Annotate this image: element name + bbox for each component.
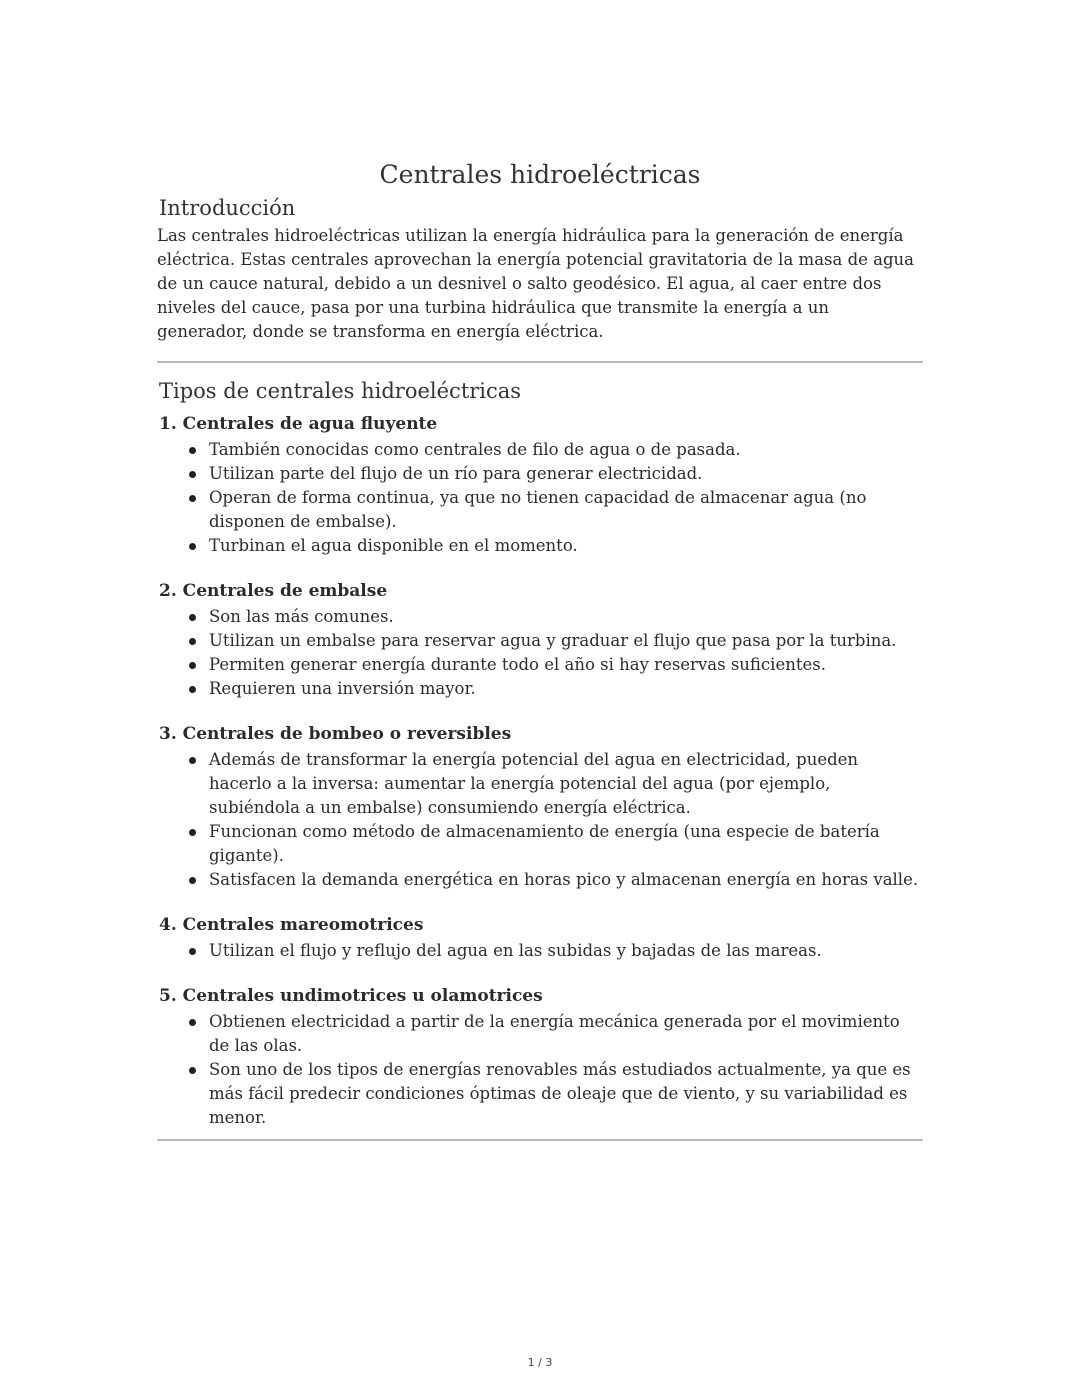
type-block-bombeo xyxy=(159,721,923,892)
bullet-item: También conocidas como centrales de filo de agua o de pasada. xyxy=(209,438,923,462)
bullet-item: Satisfacen la demanda energética en horas pico y almacenan energía en horas valle. xyxy=(209,868,923,892)
types-heading: Tipos de centrales hidroeléctricas xyxy=(159,379,522,403)
type-block-embalse xyxy=(159,578,923,701)
bullet-list xyxy=(159,1010,923,1130)
intro-heading: Introducción xyxy=(159,196,296,220)
section-divider-bottom xyxy=(157,1139,923,1141)
page-indicator: 1 / 3 xyxy=(527,1356,553,1369)
section-divider xyxy=(157,361,923,363)
bullet-item: Utilizan parte del flujo de un río para generar electricidad. xyxy=(209,462,923,486)
bullet-item: Requieren una inversión mayor. xyxy=(209,677,923,701)
type-heading: 4. Centrales mareomotrices xyxy=(159,915,424,935)
intro-paragraph: Las centrales hidroeléctricas utilizan la energía hidráulica para la generación de energía eléctrica. Estas centrales aprovechan la energía potencial gravitatoria de la masa de agua de un cauce natural, debido a un desnivel o salto geodésico. El agua, al caer entre dos niveles del cauce, pasa por una turbina hidráulica que transmite la energía a un generador, donde se transforma en energía eléctrica. xyxy=(157,226,915,341)
type-block-mareomotrices xyxy=(159,912,923,963)
type-heading: 5. Centrales undimotrices u olamotrices xyxy=(159,986,543,1006)
bullet-item: Utilizan el flujo y reflujo del agua en las subidas y bajadas de las mareas. xyxy=(209,939,923,963)
document-title: Centrales hidroeléctricas xyxy=(379,160,701,189)
bullet-item: Permiten generar energía durante todo el año si hay reservas suficientes. xyxy=(209,653,923,677)
bullet-item: Obtienen electricidad a partir de la energía mecánica generada por el movimiento de las olas. xyxy=(209,1010,923,1058)
bullet-item: Son las más comunes. xyxy=(209,605,923,629)
bullet-item: Turbinan el agua disponible en el momento. xyxy=(209,534,923,558)
type-heading: 3. Centrales de bombeo o reversibles xyxy=(159,724,512,744)
type-block-undimotrices xyxy=(159,983,923,1130)
type-heading: 1. Centrales de agua fluyente xyxy=(159,414,438,434)
document-page xyxy=(157,158,923,1141)
type-block-agua-fluyente xyxy=(159,411,923,558)
bullet-item: Operan de forma continua, ya que no tienen capacidad de almacenar agua (no disponen de embalse). xyxy=(209,486,923,534)
bullet-list xyxy=(159,939,923,963)
bullet-item: Son uno de los tipos de energías renovables más estudiados actualmente, ya que es más fácil predecir condiciones óptimas de oleaje que de viento, y su variabilidad es menor. xyxy=(209,1058,923,1130)
bullet-item: Funcionan como método de almacenamiento de energía (una especie de batería gigante). xyxy=(209,820,923,868)
type-heading: 2. Centrales de embalse xyxy=(159,581,388,601)
bullet-item: Además de transformar la energía potencial del agua en electricidad, pueden hacerlo a la inversa: aumentar la energía potencial del agua (por ejemplo, subiéndola a un embalse) consumiendo energía eléctrica. xyxy=(209,748,923,820)
bullet-item: Utilizan un embalse para reservar agua y graduar el flujo que pasa por la turbina. xyxy=(209,629,923,653)
bullet-list xyxy=(159,438,923,558)
bullet-list xyxy=(159,605,923,701)
bullet-list xyxy=(159,748,923,892)
